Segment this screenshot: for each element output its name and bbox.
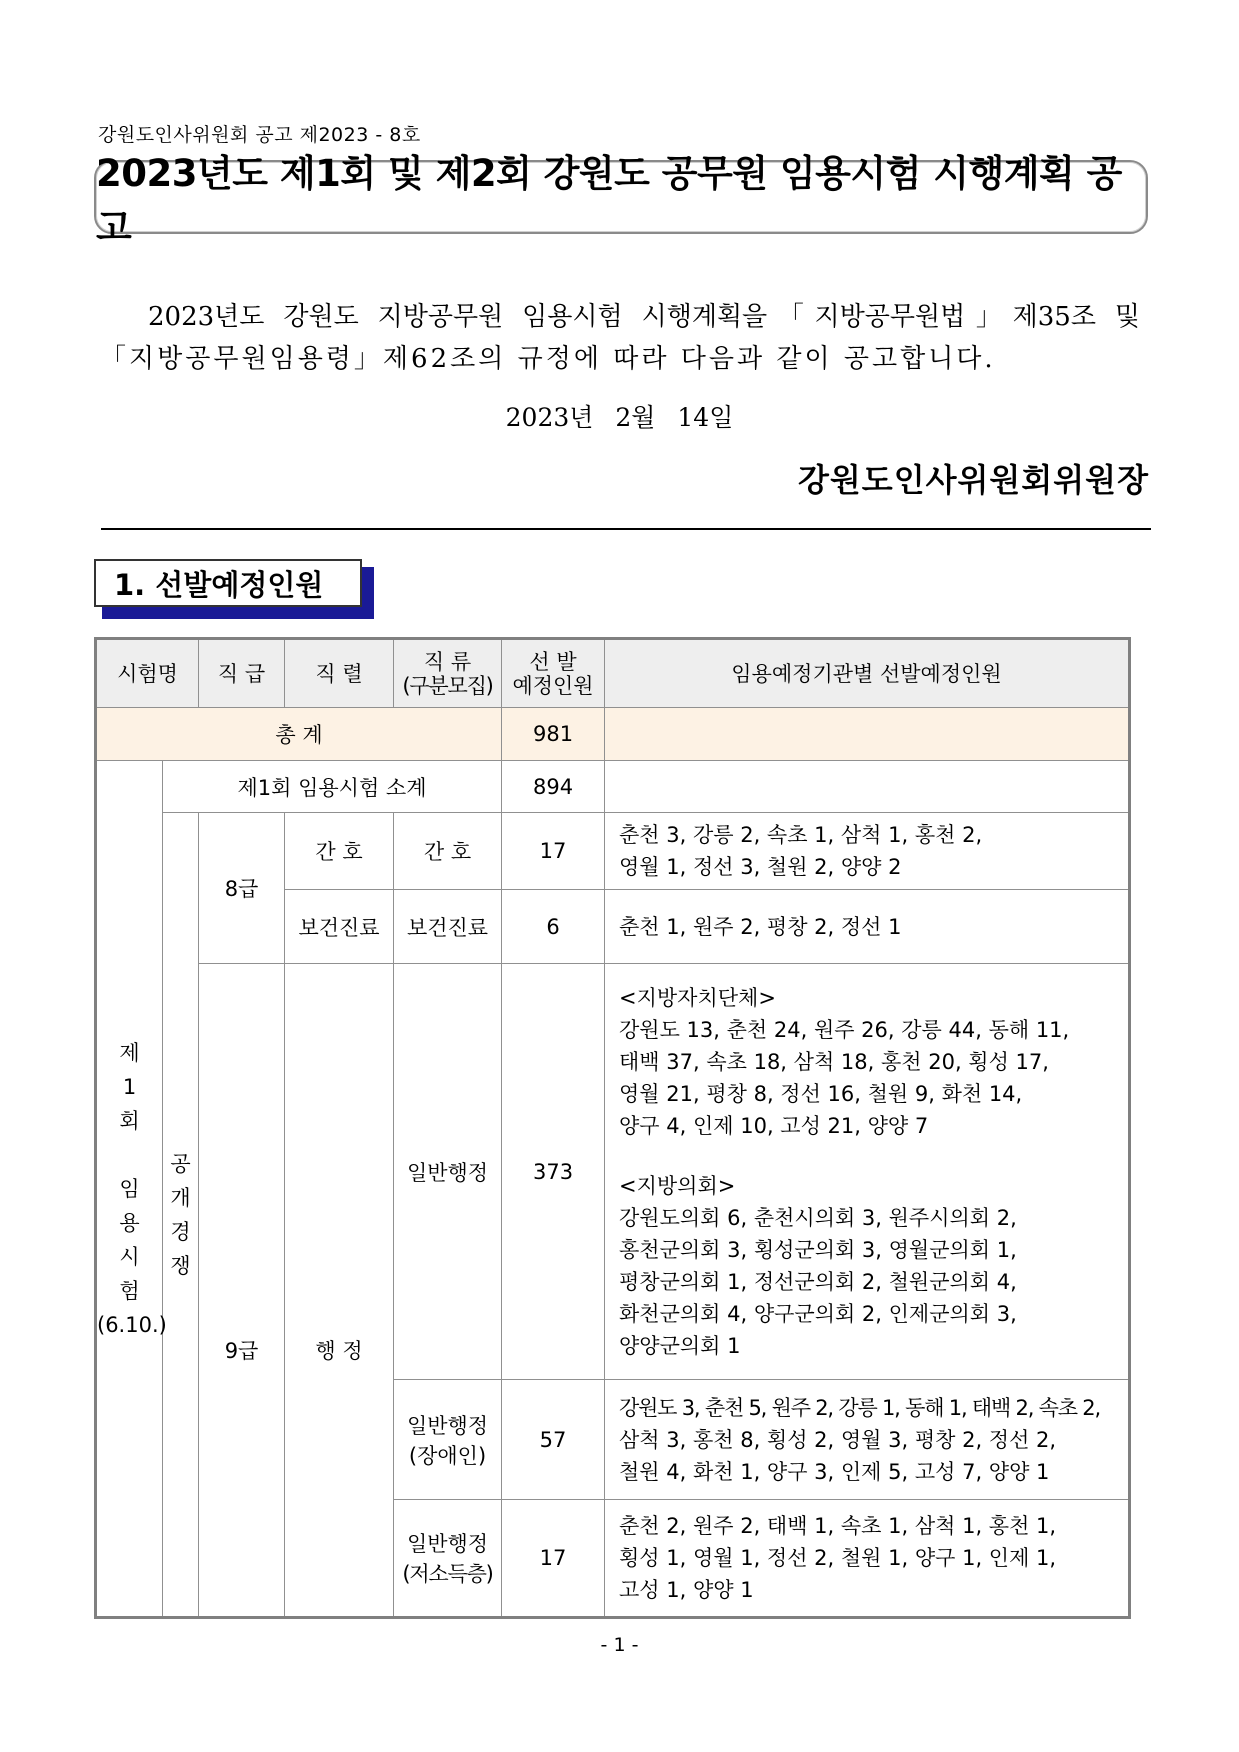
notice-date: 2023년 2월 14일 <box>505 403 734 432</box>
recruit-label <box>163 813 199 1618</box>
subtotal-alloc <box>605 761 1130 813</box>
header-count <box>502 639 605 708</box>
recruit-label-char: 경 <box>170 1219 191 1244</box>
recruit-label-char: 쟁 <box>170 1253 191 1278</box>
intro-line-2: 「지방공무원임용령」제62조의 규정에 따라 다음과 같이 공고합니다. <box>100 344 996 374</box>
class-general: 일반행정 <box>394 964 502 1380</box>
count-nurse: 17 <box>502 813 605 890</box>
alloc-line: <지방의회> <box>619 1173 736 1198</box>
table-row <box>96 813 1130 890</box>
header-class-line2: (구분모집) <box>402 673 493 698</box>
total-label: 총 계 <box>96 708 502 761</box>
exam-label-date: (6.10.) <box>97 1312 167 1337</box>
alloc-line: 고성 1, 양양 1 <box>619 1578 754 1602</box>
section-heading-frame <box>94 559 362 607</box>
count-health: 6 <box>502 890 605 964</box>
class-disabled-line2: (장애인) <box>408 1443 487 1468</box>
selection-table <box>94 637 1131 1619</box>
alloc-line: 양구 4, 인제 10, 고성 21, 양양 7 <box>619 1113 929 1138</box>
total-count: 981 <box>502 708 605 761</box>
series-health: 보건진료 <box>285 890 394 964</box>
alloc-line: 태백 37, 속초 18, 삼척 18, 홍천 20, 횡성 17, <box>619 1049 1049 1074</box>
header-class <box>394 639 502 708</box>
subtotal-row <box>96 761 1130 813</box>
alloc-disabled <box>605 1380 1130 1500</box>
recruit-label-char: 공 <box>170 1151 191 1176</box>
divider <box>101 528 1151 530</box>
class-low-income <box>394 1500 502 1618</box>
intro-paragraph <box>100 296 1140 380</box>
alloc-line: 영월 1, 정선 3, 철원 2, 양양 2 <box>619 855 902 879</box>
page-title: 2023년도 제1회 및 제2회 강원도 공무원 임용시험 시행계획 공고 <box>96 152 1122 249</box>
signer: 강원도인사위원회위원장 <box>797 461 1149 499</box>
subtotal-count: 894 <box>502 761 605 813</box>
exam-label-char: 1 <box>122 1074 137 1099</box>
exam-label <box>96 761 167 1618</box>
exam-label-char: 제 <box>119 1040 140 1065</box>
count-general: 373 <box>502 964 605 1380</box>
header-count-line1: 선 발 <box>529 649 577 674</box>
alloc-line: 강원도 13, 춘천 24, 원주 26, 강릉 44, 동해 11, <box>619 1017 1070 1042</box>
intro-line-1: 2023년도 강원도 지방공무원 임용시험 시행계획을「지방공무원법」제35조 및 <box>148 302 1140 332</box>
class-low-income-line2: (저소득층) <box>402 1562 493 1586</box>
alloc-line: 철원 4, 화천 1, 양구 3, 인제 5, 고성 7, 양양 1 <box>619 1459 1050 1484</box>
recruit-label-char: 개 <box>170 1185 191 1210</box>
section-heading-box <box>94 559 366 611</box>
alloc-line: 춘천 2, 원주 2, 태백 1, 속초 1, 삼척 1, 홍천 1, <box>619 1514 1057 1538</box>
alloc-line: 영월 21, 평창 8, 정선 16, 철원 9, 화천 14, <box>619 1081 1023 1106</box>
alloc-line: 강원도의회 6, 춘천시의회 3, 원주시의회 2, <box>619 1205 1017 1230</box>
table-row <box>96 964 1130 1380</box>
header-grade: 직 급 <box>199 639 285 708</box>
header-series: 직 렬 <box>285 639 394 708</box>
alloc-line: 횡성 1, 영월 1, 정선 2, 철원 1, 양구 1, 인제 1, <box>619 1546 1057 1570</box>
class-nurse: 간 호 <box>394 813 502 890</box>
alloc-line: 춘천 3, 강릉 2, 속초 1, 삼척 1, 홍천 2, <box>619 823 983 847</box>
grade-9: 9급 <box>199 964 285 1618</box>
alloc-health <box>605 890 1130 964</box>
exam-label-char: 험 <box>119 1278 140 1303</box>
alloc-line: 양양군의회 1 <box>619 1333 741 1358</box>
header-class-line1: 직 류 <box>423 649 472 674</box>
exam-label-gap <box>97 1138 162 1172</box>
total-alloc <box>605 708 1130 761</box>
table-header-row <box>96 639 1130 708</box>
alloc-line: 춘천 1, 원주 2, 평창 2, 정선 1 <box>619 914 902 939</box>
title-box <box>94 152 1148 249</box>
alloc-low-income <box>605 1500 1130 1618</box>
grade-8: 8급 <box>199 813 285 964</box>
class-disabled-line1: 일반행정 <box>406 1413 489 1438</box>
section-heading: 1. 선발예정인원 <box>114 567 324 602</box>
count-disabled: 57 <box>502 1380 605 1500</box>
alloc-line: <지방자치단체> <box>619 985 776 1010</box>
exam-label-char: 회 <box>119 1108 140 1133</box>
subtotal-label: 제1회 임용시험 소계 <box>163 761 502 813</box>
class-disabled <box>394 1380 502 1500</box>
count-low-income: 17 <box>502 1500 605 1618</box>
alloc-nurse <box>605 813 1130 890</box>
alloc-line: 삼척 3, 홍천 8, 횡성 2, 영월 3, 평창 2, 정선 2, <box>619 1427 1057 1452</box>
class-low-income-line1: 일반행정 <box>406 1532 489 1556</box>
alloc-line: 강원도 3, 춘천 5, 원주 2, 강릉 1, 동해 1, 태백 2, 속초 2, <box>619 1395 1100 1420</box>
exam-label-char: 임 <box>119 1176 140 1201</box>
alloc-line: 화천군의회 4, 양구군의회 2, 인제군의회 3, <box>619 1301 1017 1326</box>
total-row <box>96 708 1130 761</box>
exam-label-char: 용 <box>119 1210 140 1235</box>
page-number: - 1 - <box>600 1634 639 1656</box>
header-count-line2: 예정인원 <box>512 673 594 698</box>
alloc-line: 평창군의회 1, 정선군의회 2, 철원군의회 4, <box>619 1269 1017 1294</box>
header-exam: 시험명 <box>96 639 199 708</box>
alloc-general <box>605 964 1130 1380</box>
alloc-gap <box>619 1142 1116 1170</box>
notice-number: 강원도인사위원회 공고 제2023 - 8호 <box>98 124 421 146</box>
series-nurse: 간 호 <box>285 813 394 890</box>
alloc-line: 홍천군의회 3, 횡성군의회 3, 영월군의회 1, <box>619 1237 1017 1262</box>
header-allocation: 임용예정기관별 선발예정인원 <box>605 639 1130 708</box>
series-admin: 행 정 <box>285 964 394 1618</box>
exam-label-char: 시 <box>119 1244 140 1269</box>
class-health: 보건진료 <box>394 890 502 964</box>
